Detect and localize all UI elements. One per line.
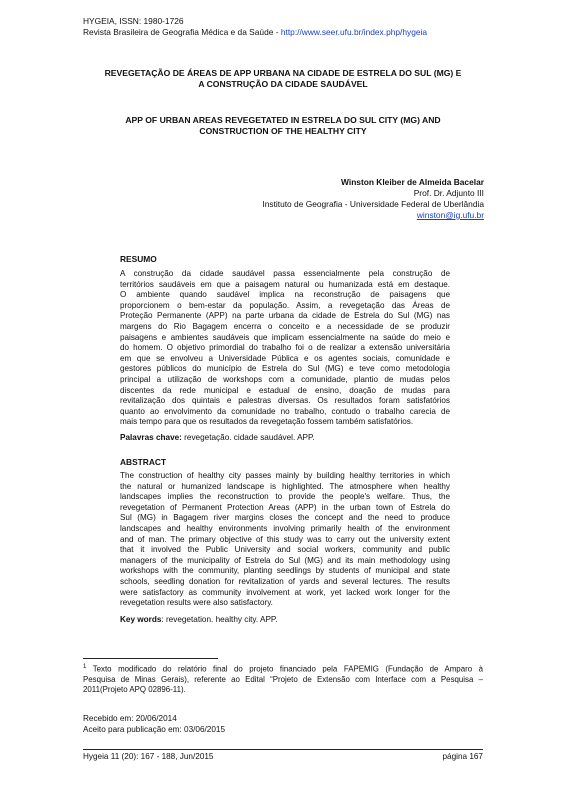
resumo-line: proporcionem o bem-estar da população. Assim, a revegetação das Áreas de [120,300,450,310]
title-en-line: CONSTRUCTION OF THE HEALTHY CITY [199,126,367,136]
title-pt-line: REVEGETAÇÃO DE ÁREAS DE APP URBANA NA CIDADE DE ESTRELA DO SUL (MG) E [104,68,462,78]
abstract-line: and of man. The primary objective of this study was to carry out the university extent [120,534,450,544]
title-english [70,115,496,137]
abstract-line: were satisfactory as community involvement at work, yet lacked work longer for the [120,587,450,597]
journal-header [83,16,427,38]
author-email-link[interactable]: winston@ig.ufu.br [416,210,484,220]
title-pt-line: A CONSTRUÇÃO DA CIDADE SAUDÁVEL [198,79,368,89]
author-name: Winston Kleiber de Almeida Bacelar [341,177,484,187]
accepted-date: Aceito para publicação em: 03/06/2015 [83,725,226,734]
resumo-line: discentes da rede municipal e estadual de ensino, doação de mudas para [120,385,450,395]
abstract-line: that it involved the Public University and social workers, community and public [120,545,450,555]
author-position: Prof. Dr. Adjunto III [413,188,484,198]
author-institution: Instituto de Geografia - Universidade Federal de Uberlândia [262,199,484,209]
footnote-text: Texto modificado do relatório final do projeto financiado pela FAPEMIG (Fundação de Amparo à [86,664,483,674]
abstract-keywords-label: Key words [120,615,162,624]
abstract-line: The construction of healthy city passes mainly by building healthy territories in which [120,471,450,480]
resumo-line: mais tempo para que os resultados da revegetação fossem também satisfatórios. [120,417,414,427]
resumo-line: paisagens e ambientes saudáveis que implicam essencialmente na saúde do meio e [120,332,450,342]
title-en-line: APP OF URBAN AREAS REVEGETATED IN ESTRELA DO SUL CITY (MG) AND [125,115,441,125]
resumo-line: do homem. O objetivo primordial do trabalho foi o de realizar a extensão universitária [120,343,450,353]
resumo-line: margens do Rio Bagagem encerra o conceito e a necessidade de se produzir [120,321,450,331]
footnote-text: Pesquisa de Minas Gerais), referente ao Edital “Projeto de Extensão com Interface com a Pesquisa – [83,674,483,684]
footnote-text: 2011(Projeto APQ 02896-11). [83,685,186,695]
journal-issn: HYGEIA, ISSN: 1980-1726 [83,16,184,26]
title-portuguese [70,68,496,90]
resumo-line: territórios saudáveis em que a paisagem natural ou humanizada está em destaque. [120,279,450,289]
abstract-line: landscapes implies the reconstruction to provide the people's welfare. Thus, the [120,492,450,502]
page-number: página 167 [442,752,483,761]
footnote-line [83,685,483,695]
footnote-rule [83,658,218,659]
resumo-line: quanto ao envolvimento da comunidade no trabalho, contudo o trabalho carecia de [120,406,450,416]
journal-name-line [83,27,427,38]
footnote-line [83,675,483,685]
abstract-line: landscapes and healthy environments involving primarily health of the environment [120,523,450,533]
abstract-line: managers of the municipality of Estrela do Sul (MG) and its main methodology using [120,555,450,565]
abstract-line: the natural or humanized landscape is highlighted. The atmosphere when healthy [120,481,450,491]
abstract-line: revegetation results were also satisfactory. [120,598,273,608]
abstract-line: schools, seedling donation for revitalization of yards and several lectures. The results [120,576,450,586]
abstract-body [120,471,450,609]
abstract-keywords-text: : revegetation. healthy city. APP. [161,615,278,624]
resumo-keywords-text: revegetação. cidade saudável. APP. [181,433,315,442]
resumo-line: em que se envolveu a Universidade Pública e os agentes sociais, comunidade e [120,353,450,363]
resumo-keywords-label: Palavras chave: [120,433,182,442]
resumo-line: A construção da cidade saudável passa essencialmente pela construção de [120,269,450,278]
abstract-line: revegetation of Permanent Protection Areas (APP) in the urban town of Estrela do [120,502,450,512]
footnote [83,662,483,696]
footer-citation: Hygeia 11 (20): 167 - 188, Jun/2015 [83,752,214,761]
resumo-line: gestores públicos do município de Estrela do Sul (MG) e teve como metodologia [120,364,450,374]
footer-rule [83,749,483,750]
resumo-line: Proteção Permanente (APP) na parte urbana da cidade de Estrela do Sul (MG) nas [120,311,450,321]
journal-url-link[interactable]: http://www.seer.ufu.br/index.php/hygeia [280,27,428,37]
resumo-line: principal a utilização de workshops com a comunidade, plantio de mudas pelos [120,374,450,384]
footnote-marker: 1 [83,664,87,670]
resumo-body [120,269,450,428]
resumo-keywords [120,433,315,442]
abstract-line: workshops with the community, planting seedlings by students of municipal and state [120,566,450,576]
resumo-line: O ambiente quando saudável implica na reconstrução de paisagens que [120,290,450,300]
author-block [262,177,484,221]
abstract-heading: ABSTRACT [120,457,167,467]
resumo-heading: RESUMO [120,254,157,264]
journal-name: Revista Brasileira de Geografia Médica e da Saúde - [83,27,281,37]
abstract-keywords [120,615,278,624]
abstract-line: Sul (MG) in Bagagem river margins closes the concept and the need to produce [120,513,450,523]
resumo-line: revitalização dos quintais e palestras diversas. Os resultados foram satisfatórios [120,396,450,406]
received-date: Recebido em: 20/06/2014 [83,714,177,723]
footnote-line [83,662,483,675]
